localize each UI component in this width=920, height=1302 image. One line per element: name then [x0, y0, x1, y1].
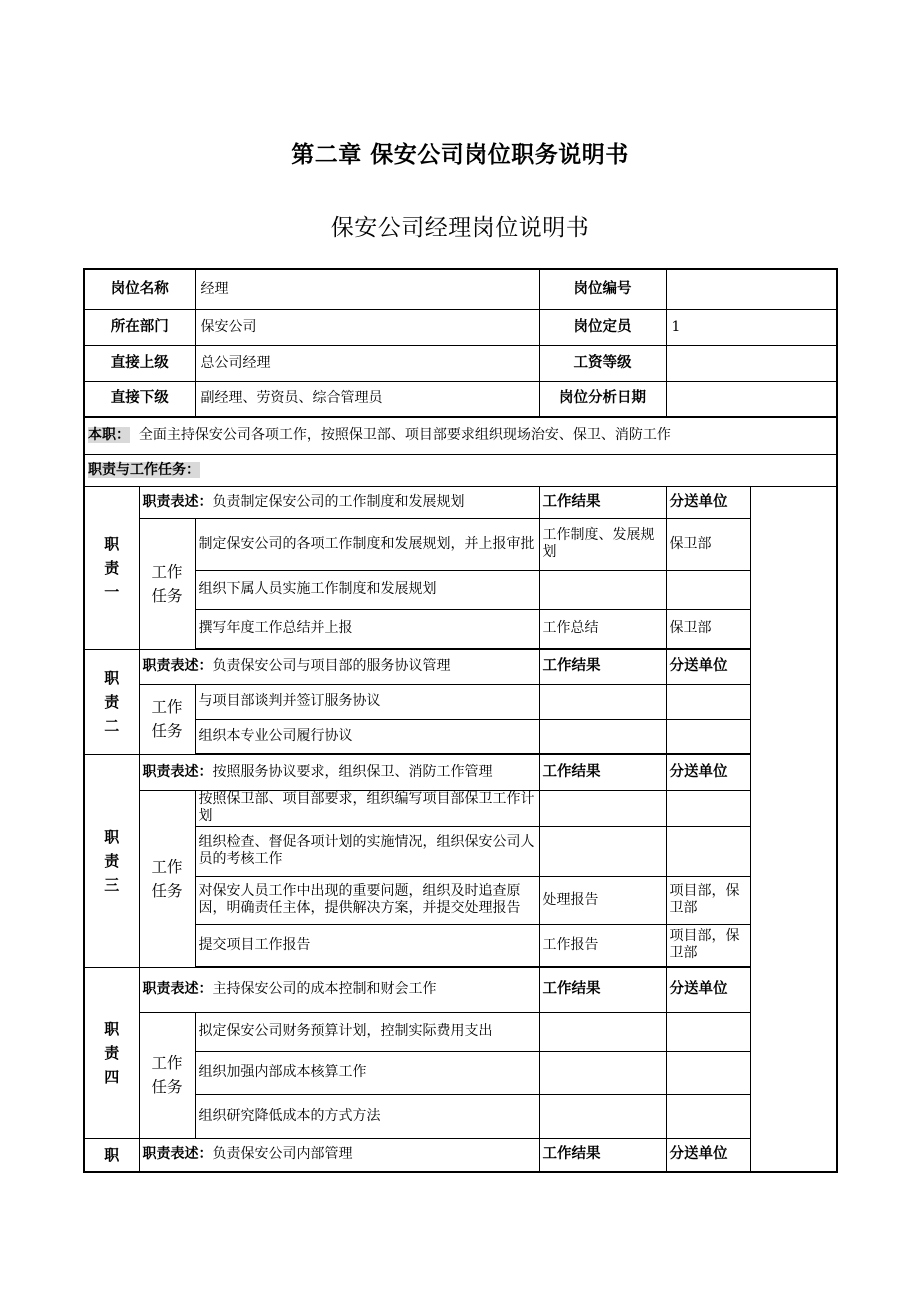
task-label-line: 工作 — [151, 1054, 183, 1072]
task-text: 拟定保安公司财务预算计划，控制实际费用支出 — [195, 1012, 539, 1051]
chapter-title: 第二章 保安公司岗位职务说明书 — [291, 142, 629, 168]
statement-text: 按照服务协议要求，组织保卫、消防工作管理 — [212, 763, 493, 780]
task-text: 与项目部谈判并签订服务协议 — [195, 684, 539, 719]
duty-statement — [139, 1138, 539, 1172]
duty-label-char: 职 — [104, 1019, 120, 1038]
task-text: 对保安人员工作中出现的重要问题，组织及时追查原因，明确责任主体，提供解决方案，并提交处理报告 — [195, 876, 539, 924]
subordinate-value: 副经理、劳资员、综合管理员 — [195, 381, 539, 417]
task-result: 处理报告 — [539, 876, 666, 924]
main-duty-label: 本职： — [88, 427, 130, 444]
duty-label-char: 职 — [104, 534, 120, 553]
headcount-value: 1 — [666, 309, 837, 345]
task-dest — [666, 570, 750, 609]
task-dest — [666, 684, 750, 719]
duty-label-char: 二 — [104, 716, 120, 735]
task-result — [539, 1012, 666, 1051]
duty-label-char: 责 — [104, 851, 120, 870]
dept-value: 保安公司 — [195, 309, 539, 345]
task-label-line: 工作 — [151, 698, 183, 716]
task-result: 工作制度、发展规划 — [539, 518, 666, 570]
task-label-line: 工作 — [151, 562, 183, 581]
task-result: 工作报告 — [539, 924, 666, 967]
task-dest: 项目部，保卫部 — [666, 876, 750, 924]
dest-header: 分送单位 — [666, 486, 750, 518]
task-result — [539, 826, 666, 876]
duty-label-char: 责 — [104, 1043, 120, 1062]
salary-value — [666, 345, 837, 381]
result-header: 工作结果 — [539, 1138, 666, 1172]
duty-label-cell — [84, 1138, 139, 1172]
position-name-value: 经理 — [195, 269, 539, 309]
task-label-cell — [139, 1012, 195, 1138]
duty-statement — [139, 486, 539, 518]
position-no-label: 岗位编号 — [539, 269, 666, 309]
superior-label: 直接上级 — [84, 345, 195, 381]
section-label: 职责与工作任务： — [88, 461, 200, 478]
task-label-line: 任务 — [151, 586, 183, 605]
task-text: 组织下属人员实施工作制度和发展规划 — [195, 570, 539, 609]
task-text: 按照保卫部、项目部要求，组织编写项目部保卫工作计划 — [195, 790, 539, 826]
result-header: 工作结果 — [539, 754, 666, 790]
duty-label-char: 四 — [104, 1067, 120, 1086]
main-duty-text: 全面主持保安公司各项工作，按照保卫部、项目部要求组织现场治安、保卫、消防工作 — [138, 427, 671, 444]
subordinate-label: 直接下级 — [84, 381, 195, 417]
dest-header: 分送单位 — [666, 649, 750, 684]
task-result — [539, 570, 666, 609]
result-header: 工作结果 — [539, 649, 666, 684]
document-title: 保安公司经理岗位说明书 — [330, 215, 590, 241]
statement-label: 职责表述： — [142, 658, 213, 675]
task-result — [539, 1051, 666, 1094]
task-dest — [666, 1094, 750, 1138]
statement-label: 职责表述： — [142, 763, 213, 780]
task-label-cell — [139, 518, 195, 649]
dest-header: 分送单位 — [666, 1138, 750, 1172]
duty-label-cell — [84, 754, 139, 967]
job-description-table — [83, 268, 838, 1173]
task-label-cell — [139, 684, 195, 754]
result-header: 工作结果 — [539, 967, 666, 1012]
duty-statement — [139, 754, 539, 790]
duty-label-cell — [84, 967, 139, 1138]
analysis-date-label: 岗位分析日期 — [539, 381, 666, 417]
task-result — [539, 1094, 666, 1138]
duty-label-cell — [84, 649, 139, 754]
task-dest — [666, 1012, 750, 1051]
task-dest — [666, 719, 750, 754]
position-no-value — [666, 269, 837, 309]
task-result: 工作总结 — [539, 609, 666, 649]
position-name-label: 岗位名称 — [84, 269, 195, 309]
statement-text: 主持保安公司的成本控制和财会工作 — [212, 981, 437, 998]
headcount-label: 岗位定员 — [539, 309, 666, 345]
result-header: 工作结果 — [539, 486, 666, 518]
task-result — [539, 719, 666, 754]
statement-label: 职责表述： — [142, 981, 213, 998]
task-text: 制定保安公司的各项工作制度和发展规划，并上报审批 — [195, 518, 539, 570]
task-label-cell — [139, 790, 195, 967]
statement-label: 职责表述： — [142, 1146, 213, 1163]
task-label-line: 工作 — [151, 857, 183, 876]
salary-label: 工资等级 — [539, 345, 666, 381]
task-text: 提交项目工作报告 — [195, 924, 539, 967]
duty-label-char: 职 — [104, 1145, 120, 1164]
task-dest — [666, 826, 750, 876]
task-dest: 项目部，保卫部 — [666, 924, 750, 967]
task-text: 组织加强内部成本核算工作 — [195, 1051, 539, 1094]
task-text: 组织研究降低成本的方式方法 — [195, 1094, 539, 1138]
statement-text: 负责保安公司与项目部的服务协议管理 — [212, 658, 451, 675]
task-result — [539, 790, 666, 826]
duty-label-char: 责 — [104, 692, 120, 711]
task-text: 组织本专业公司履行协议 — [195, 719, 539, 754]
task-dest: 保卫部 — [666, 518, 750, 570]
duty-statement — [139, 967, 539, 1012]
task-result — [539, 684, 666, 719]
duty-label-char: 职 — [104, 827, 120, 846]
task-label-line: 任务 — [151, 881, 183, 900]
main-duty-row — [84, 417, 837, 454]
task-dest — [666, 790, 750, 826]
statement-text: 负责制定保安公司的工作制度和发展规划 — [212, 493, 465, 510]
superior-value: 总公司经理 — [195, 345, 539, 381]
duty-statement — [139, 649, 539, 684]
dest-header: 分送单位 — [666, 754, 750, 790]
duty-label-cell — [84, 486, 139, 649]
task-label-line: 任务 — [151, 1078, 183, 1096]
analysis-date-value — [666, 381, 837, 417]
task-text: 组织检查、督促各项计划的实施情况，组织保安公司人员的考核工作 — [195, 826, 539, 876]
task-label-line: 任务 — [151, 722, 183, 740]
statement-text: 负责保安公司内部管理 — [212, 1146, 353, 1163]
duty-label-char: 一 — [104, 582, 120, 601]
section-row — [84, 454, 837, 486]
task-dest: 保卫部 — [666, 609, 750, 649]
statement-label: 职责表述： — [142, 493, 213, 510]
duty-label-char: 责 — [104, 558, 120, 577]
task-dest — [666, 1051, 750, 1094]
duty-label-char: 三 — [104, 875, 120, 894]
dept-label: 所在部门 — [84, 309, 195, 345]
task-text: 撰写年度工作总结并上报 — [195, 609, 539, 649]
duty-label-char: 职 — [104, 668, 120, 687]
dest-header: 分送单位 — [666, 967, 750, 1012]
